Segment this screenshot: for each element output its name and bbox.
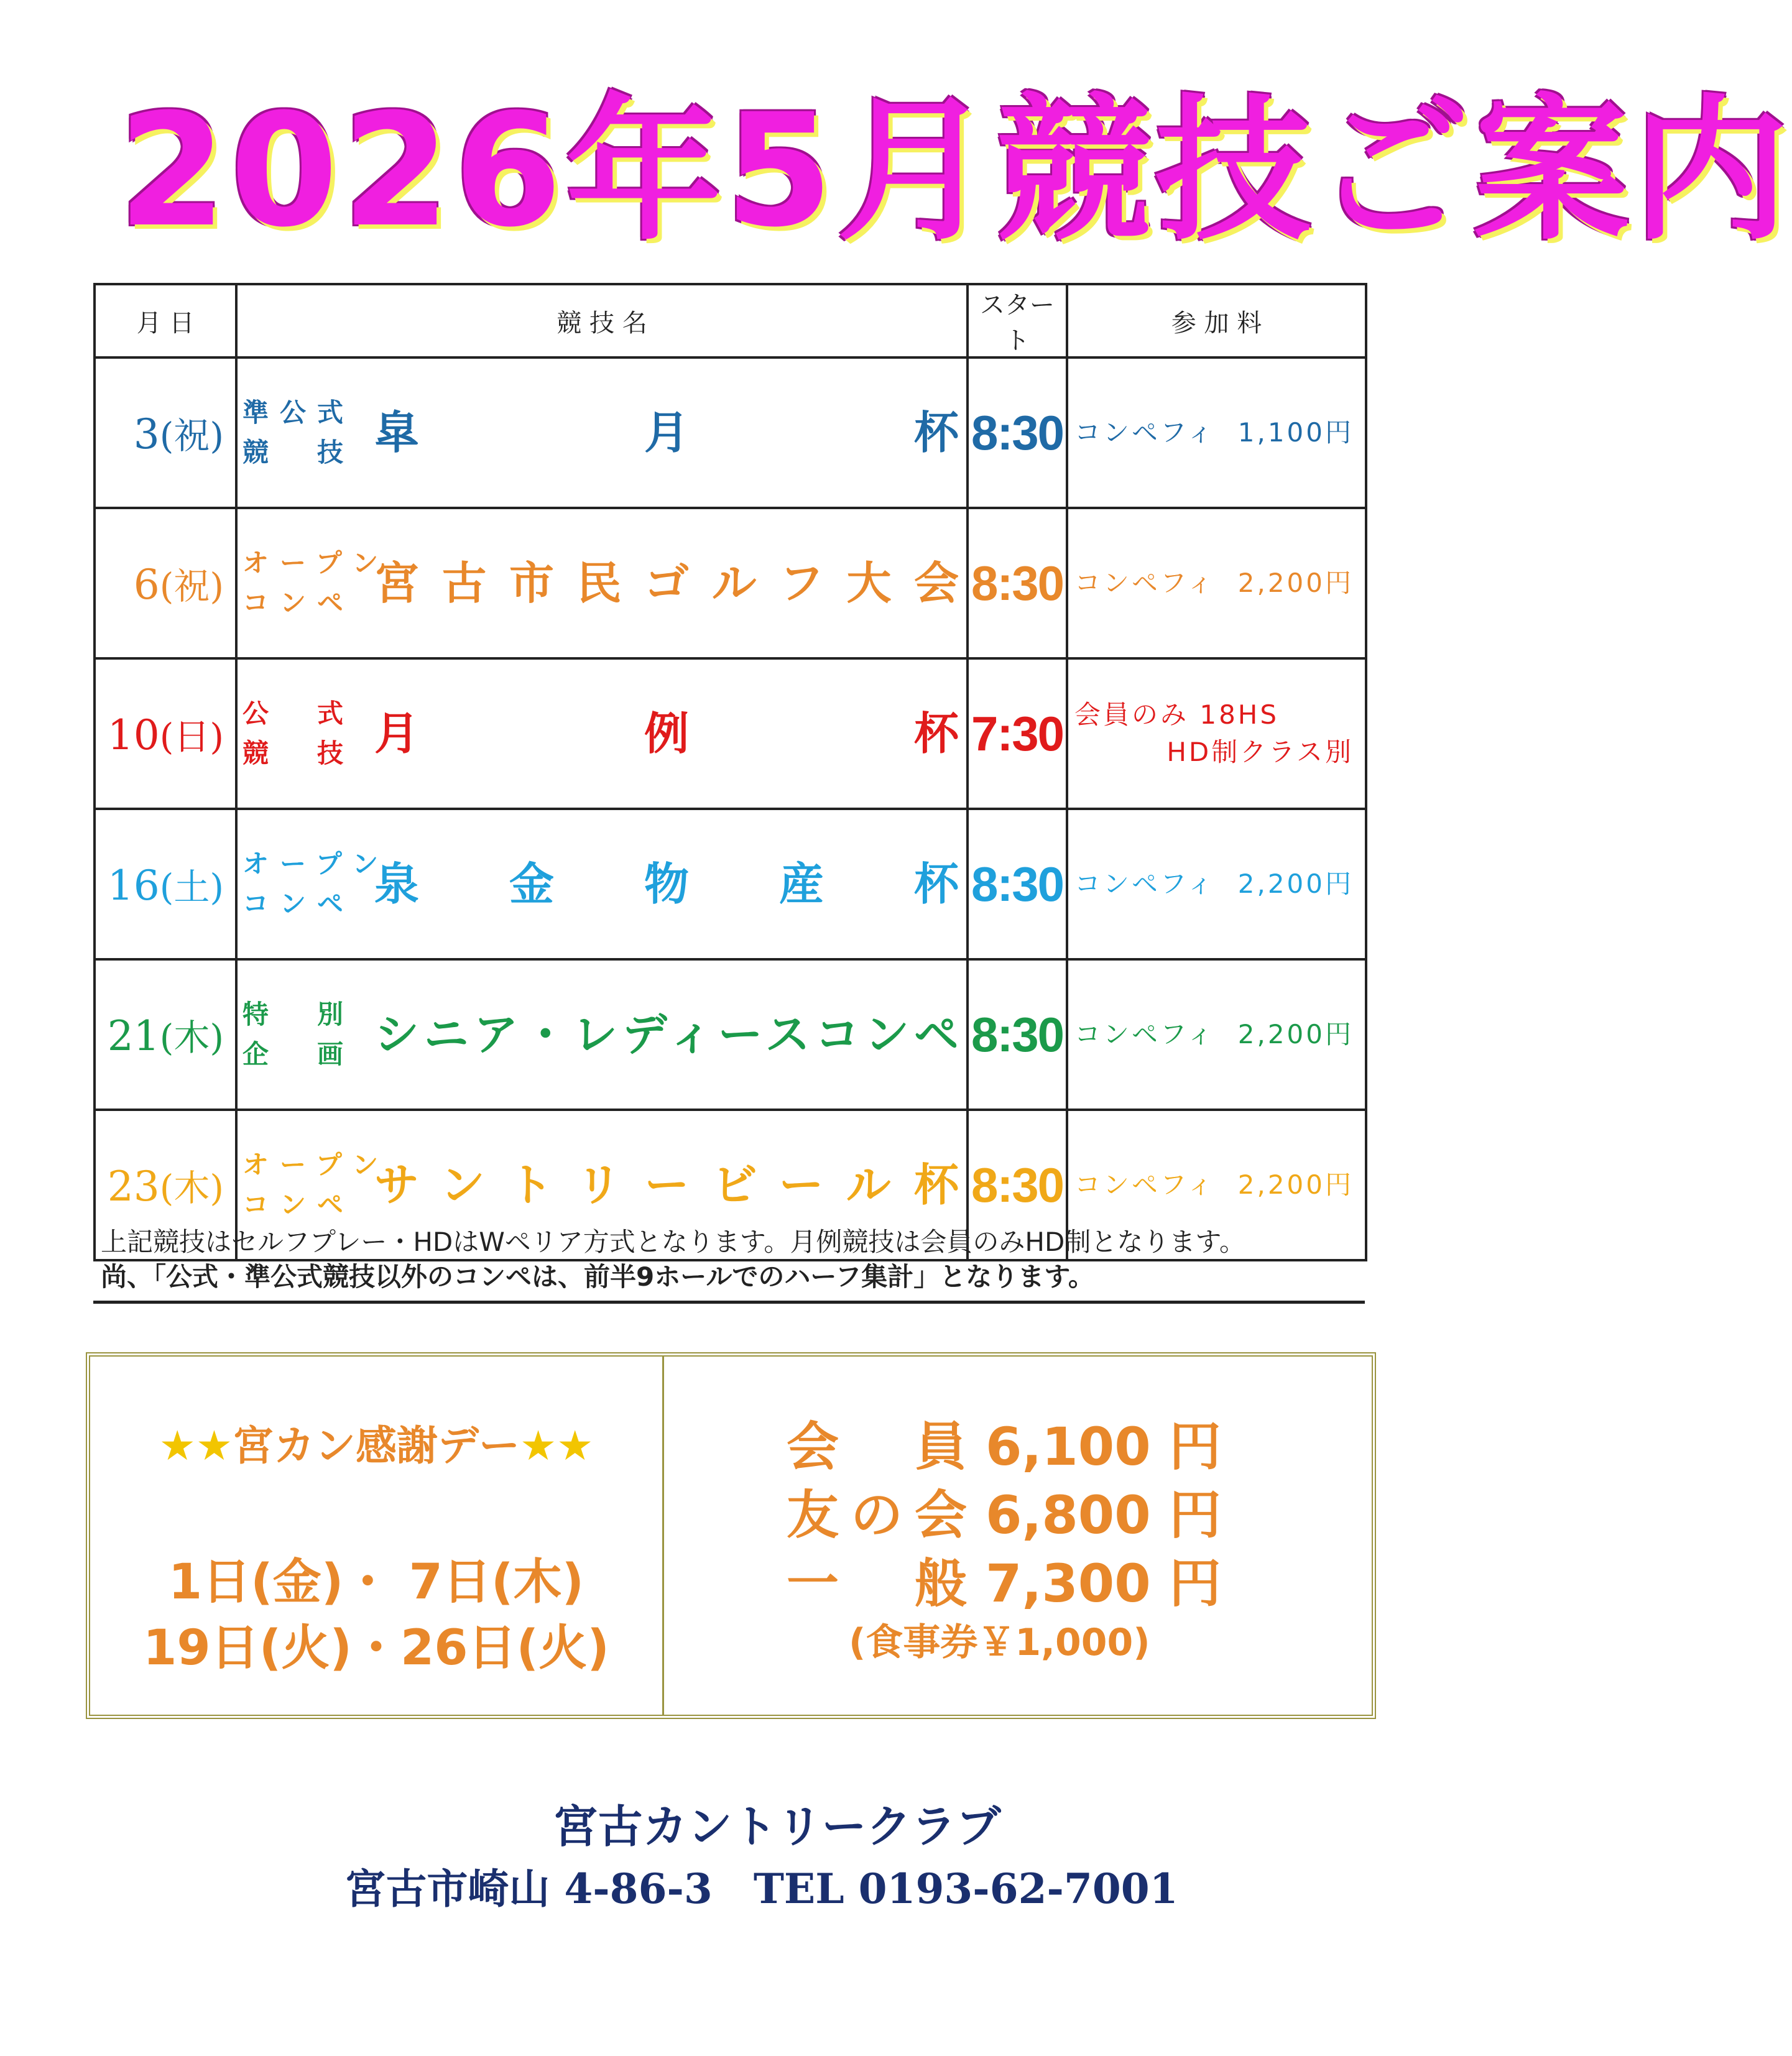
note-line-2: 尚、「公式・準公式競技以外のコンペは、前半9ホールでのハーフ集計」となります。 (101, 1261, 1094, 1292)
thanks-days-line-2: 19日(火)・26日(火) (143, 1620, 609, 1676)
event-date (95, 658, 236, 809)
price-row (700, 1481, 1346, 1549)
event-category-line-1: 特 別 (242, 999, 355, 1030)
event-weekday: (木) (159, 1016, 224, 1059)
event-date (95, 508, 236, 658)
event-name: サントリービール杯 (374, 1159, 959, 1211)
event-category-line-1: オープン (242, 1150, 390, 1180)
event-category-line-1: オープン (242, 849, 390, 879)
event-fee (1067, 357, 1366, 508)
event-fee-amount: 1,100円 (1237, 417, 1354, 448)
event-name: 泉金物産杯 (374, 858, 959, 910)
note-line-1: 上記競技はセルフプレー・HDはWペリア方式となります。月例競技は会員のみHD制となります。 (101, 1227, 1245, 1257)
event-name: 月例杯 (374, 708, 959, 760)
event-fee-amount: 2,200円 (1237, 1019, 1354, 1049)
event-weekday: (日) (159, 716, 224, 758)
event-name-cell (236, 809, 968, 959)
table-row (95, 508, 1366, 658)
event-date (95, 809, 236, 959)
event-day: 16 (107, 862, 160, 910)
event-fee-label: 会員のみ 18HS (1074, 699, 1280, 730)
event-category (242, 1145, 390, 1225)
event-category-line-2: コンペ (242, 1189, 355, 1220)
schedule-table (93, 283, 1367, 1261)
table-row (95, 357, 1366, 508)
event-fee (1067, 508, 1366, 658)
price-value: 6,100 円 (986, 1416, 1221, 1477)
event-category-line-2: 競 技 (242, 738, 355, 768)
event-weekday: (祝) (159, 565, 224, 607)
event-fee (1067, 658, 1366, 809)
event-fee-label: コンペフィ (1074, 568, 1216, 598)
thanks-prices (700, 1413, 1346, 1667)
event-name: 宮古市民ゴルフ大会 (374, 557, 959, 609)
event-name: シニア・レディースコンペ (374, 1008, 959, 1061)
thanks-day-box (86, 1352, 1376, 1719)
club-name: 宮古カントリークラブ (553, 1800, 1001, 1853)
event-day: 23 (107, 1163, 160, 1210)
price-label: 友の会 (787, 1485, 967, 1546)
event-category (242, 393, 373, 473)
event-category (242, 543, 390, 623)
event-fee-amount: 2,200円 (1237, 568, 1354, 598)
event-start-time: 8:30 (968, 357, 1067, 508)
event-category-line-1: 準公式 (242, 397, 355, 428)
event-weekday: (土) (159, 866, 224, 908)
star-icon: ★★ (159, 1422, 233, 1470)
event-fee (1067, 809, 1366, 959)
event-fee-label: コンペフィ (1074, 1019, 1216, 1049)
event-category-line-2: 企 画 (242, 1039, 355, 1069)
event-day: 6 (133, 561, 160, 609)
price-value: 7,300 円 (986, 1553, 1221, 1614)
event-fee-label: コンペフィ (1074, 1169, 1216, 1200)
price-label: 一般 (787, 1553, 967, 1614)
event-day: 3 (133, 410, 160, 458)
header-name: 競 技 名 (236, 284, 968, 357)
club-address: 宮古市崎山 4-86-3 TEL 0193-62-7001 (344, 1865, 1178, 1913)
event-category (242, 995, 373, 1074)
event-name-cell (236, 508, 968, 658)
header-start: スタート (968, 284, 1067, 357)
table-row (95, 809, 1366, 959)
event-fee-amount: 2,200円 (1237, 869, 1354, 899)
event-name-cell (236, 357, 968, 508)
price-value: 6,800 円 (986, 1485, 1221, 1546)
event-fee-amount: 2,200円 (1237, 1169, 1354, 1200)
event-day: 21 (107, 1012, 160, 1060)
star-icon: ★★ (520, 1422, 594, 1470)
box-divider (662, 1357, 664, 1715)
price-label: 会員 (787, 1416, 967, 1477)
header-fee: 参 加 料 (1067, 284, 1366, 357)
event-day: 10 (107, 711, 160, 759)
event-weekday: (木) (159, 1167, 224, 1209)
event-category-line-2: コンペ (242, 888, 355, 919)
thanks-title (103, 1413, 650, 1472)
event-category (242, 694, 373, 773)
event-category-line-1: 公 式 (242, 698, 355, 729)
event-category (242, 844, 390, 924)
thanks-days-line-1: 1日(金)・ 7日(木) (168, 1554, 584, 1610)
event-start-time: 8:30 (968, 508, 1067, 658)
event-start-time: 8:30 (968, 959, 1067, 1110)
event-fee (1067, 959, 1366, 1110)
event-start-time: 7:30 (968, 658, 1067, 809)
notes (93, 1225, 1365, 1304)
event-date (95, 959, 236, 1110)
header-date: 月 日 (95, 284, 236, 357)
table-row (95, 658, 1366, 809)
meal-ticket-note: (食事券￥1,000) (849, 1621, 1150, 1664)
price-row (700, 1413, 1346, 1481)
event-fee-label: コンペフィ (1074, 417, 1216, 448)
event-start-time: 8:30 (968, 1110, 1067, 1260)
thanks-days (103, 1549, 650, 1681)
event-date (95, 357, 236, 508)
event-category-line-2: 競 技 (242, 437, 355, 468)
event-start-time: 8:30 (968, 809, 1067, 959)
price-row (700, 1549, 1346, 1618)
event-weekday: (祝) (159, 415, 224, 457)
event-fee-amount: HD制クラス別 (1166, 737, 1354, 767)
event-name-cell (236, 658, 968, 809)
thanks-title-text: 宮カン感謝デー (233, 1422, 520, 1470)
page-title: 2026年5月競技ご案内 (118, 80, 1792, 261)
table-header-row (95, 284, 1366, 357)
event-category-line-1: オープン (242, 548, 390, 578)
event-fee-label: コンペフィ (1074, 869, 1216, 899)
event-category-line-2: コンペ (242, 588, 355, 618)
table-row (95, 959, 1366, 1110)
event-name: 皐月杯 (374, 407, 959, 459)
event-name-cell (236, 959, 968, 1110)
